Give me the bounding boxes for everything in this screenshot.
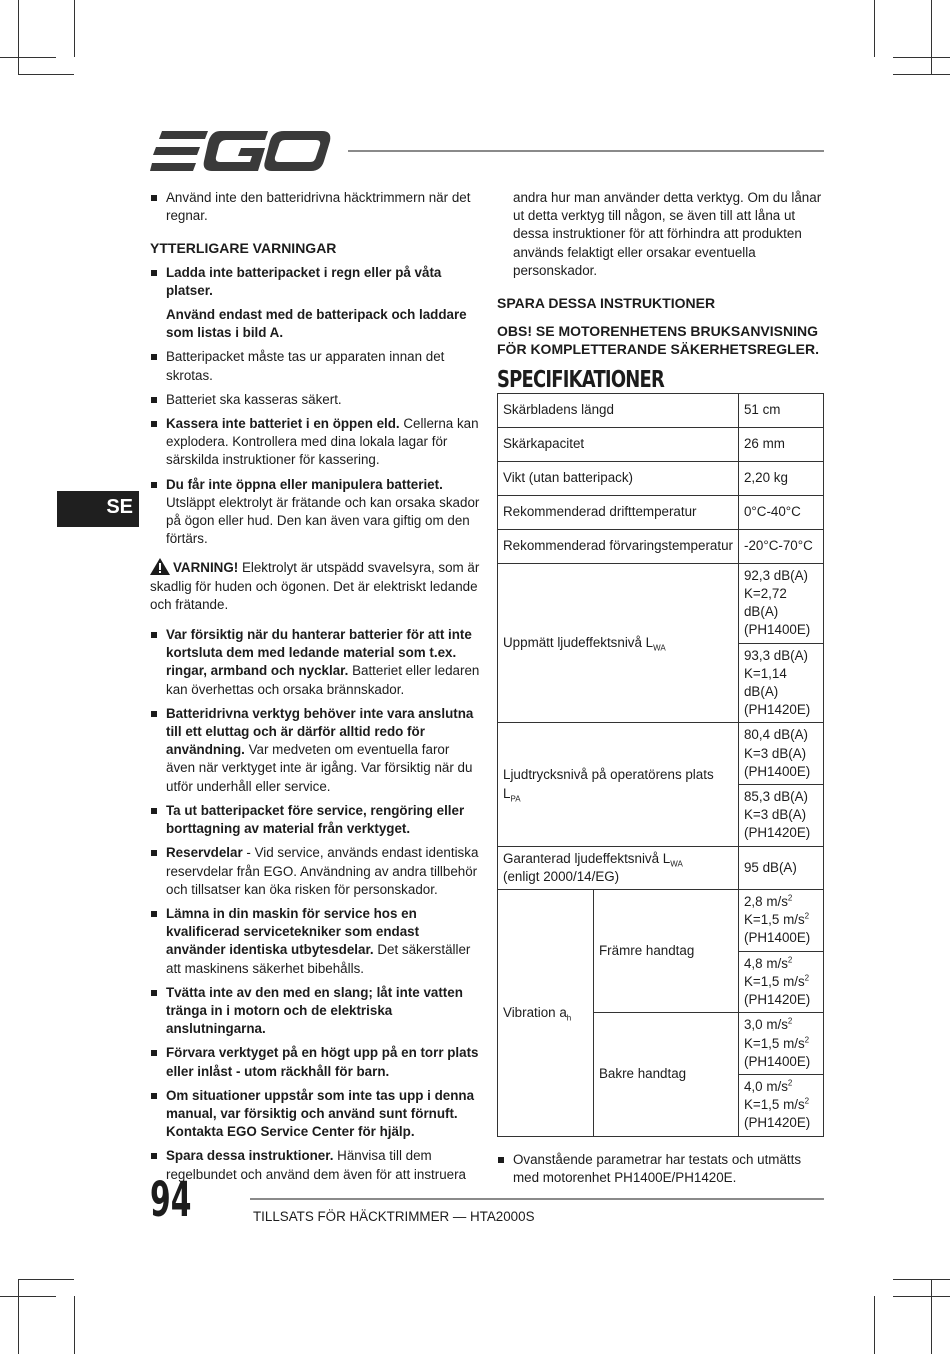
save-heading: SPARA DESSA INSTRUKTIONER (497, 295, 716, 312)
list-item: Förvara verktyget på en högt upp på en torr plats eller inlåst - utom räckhåll för barn. (150, 1044, 480, 1080)
right-column (497, 189, 824, 1193)
section-heading: YTTERLIGARE VARNINGAR (150, 240, 337, 257)
list-subitem: Använd endast med de batteripack och laddare som listas i bild A. (166, 307, 467, 341)
table-row: 4,0 $m/s^2$ K=1,5 $m/s^2$ (PH1420E) (498, 1074, 824, 1136)
footer-rule (250, 1198, 824, 1200)
header-rule (348, 150, 824, 152)
page-number: 94 (150, 1172, 192, 1228)
table-row: Rekommenderad drifttemperatur 0°C-40°C (498, 495, 824, 529)
crop-mark (18, 74, 74, 75)
list-item: Kassera inte batteriet i en öppen eld. Cellerna kan explodera. Kontrollera med dina lokala lagar för särskilda instruktioner för kassering. (150, 415, 480, 470)
warning-block: VARNING! Elektrolyt är utspädd svavelsyra, som är skadlig för huden och ögonen. Det är elektriskt ledande och frätande. (150, 560, 480, 612)
warning-triangle-icon (150, 558, 170, 575)
vibration-label: Vibration $a_h$ (498, 890, 594, 1136)
crop-mark (18, 1279, 74, 1280)
list-item: Du får inte öppna eller manipulera batteriet. Utsläppt elektrolyt är frätande och kan orsaka skador på ögon eller hud. Den kan även vara giftig om den förtärs. (150, 476, 480, 549)
spec-table (497, 393, 824, 1137)
sound-pressure-label: Ljudtrycksnivå på operatörens plats $L_{PA}$ (498, 723, 739, 846)
table-row: Ljudtrycksnivå på operatörens plats $L_{PA}$ 80,4 dB(A) K=3 dB(A) (PH1400E) (498, 723, 824, 785)
crop-mark (18, 1279, 19, 1354)
list-item: Ta ut batteripacket före service, rengöring eller borttagning av material från verktyget. (150, 802, 480, 838)
table-row: Vikt (utan batteripack) 2,20 kg (498, 461, 824, 495)
crop-mark (0, 1296, 56, 1297)
left-column (150, 189, 480, 1190)
list-item: Tvätta inte av den med en slang; låt inte vatten tränga in i motorn och de elektriska anslutningarna. (150, 984, 480, 1039)
list-item: Batteriet ska kasseras säkert. (150, 391, 480, 409)
guaranteed-power-label: Garanterad ljudeffektsnivå $L_{WA}$ (enligt 2000/14/EG) (498, 846, 739, 889)
table-row: Skärbladens längd 51 cm (498, 393, 824, 427)
table-row: Vibration $a_h$ Främre handtag 2,8 $m/s^2$ K=1,5 $m/s^2$ (PH1400E) (498, 890, 824, 952)
spec-title: SPECIFIKATIONER (497, 366, 665, 393)
rear-handle-label: Bakre handtag (594, 1013, 739, 1136)
list-item: Reservdelar - Vid service, används endast identiska reservdelar från EGO. Användning av andra tillbehör och tillsatser kan öka risken för personskador. (150, 844, 480, 899)
table-row: Garanterad ljudeffektsnivå $L_{WA}$ (enligt 2000/14/EG) 95 dB(A) (498, 846, 824, 889)
table-row: 93,3 dB(A) K=1,14 dB(A) (PH1420E) (498, 643, 824, 723)
list-item: Om situationer uppstår som inte tas upp i denna manual, var försiktig och använd sunt förnuft. Kontakta EGO Service Center för hjälp. (150, 1087, 480, 1142)
crop-mark (874, 0, 875, 57)
crop-mark (893, 1279, 950, 1280)
continued-text: andra hur man använder detta verktyg. Om du lånar ut detta verktyg till någon, se även till att låna ut dessa instruktioner för att förhindra att produkten används felaktigt eller orsakar eventuella personskador. (513, 190, 822, 278)
language-code: SE (106, 496, 133, 518)
footer-title: TILLSATS FÖR HÄCKTRIMMER — HTA2000S (253, 1209, 535, 1224)
crop-mark (0, 57, 56, 58)
crop-mark (18, 0, 19, 75)
crop-mark (893, 57, 950, 58)
ego-logo (150, 129, 332, 173)
warning-label: VARNING! (173, 560, 239, 576)
obs-heading: OBS! SE MOTORENHETENS BRUKSANVISNING FÖR KOMPLETTERANDE SÄKERHETSREGLER. (497, 323, 820, 358)
table-row: Bakre handtag 3,0 $m/s^2$ K=1,5 $m/s^2$ (PH1400E) (498, 1013, 824, 1075)
list-item: Lämna in din maskin för service hos en kvalificerad servicetekniker som endast använder identiska utbytesdelar. Det säkerställer att maskinens säkerhet bibehålls. (150, 905, 480, 978)
crop-mark (74, 1296, 75, 1354)
table-row: Uppmätt ljudeffektsnivå $L_{WA}$ 92,3 dB(A) K=2,72 dB(A) (PH1400E) (498, 563, 824, 643)
crop-mark (74, 0, 75, 57)
language-tab (57, 491, 139, 527)
crop-mark (893, 1296, 950, 1297)
list-item: Spara dessa instruktioner. Hänvisa till dem regelbundet och använd dem även för att instruera (150, 1147, 480, 1183)
table-row: Skärkapacitet 26 mm (498, 427, 824, 461)
table-row: Rekommenderad förvaringstemperatur -20°C-70°C (498, 529, 824, 563)
list-item: Var försiktig när du hanterar batterier för att inte kortsluta dem med ledande material som t.ex. ringar, armband och nycklar. Batteriet eller ledaren kan överhettas och orsaka brännskador. (150, 626, 480, 699)
front-handle-label: Främre handtag (594, 890, 739, 1013)
list-item: Använd inte den batteridrivna häcktrimmern när det regnar. (150, 189, 480, 225)
list-item: Ladda inte batteripacket i regn eller på våta platser. (150, 264, 480, 300)
crop-mark (874, 1296, 875, 1354)
measured-power-label: Uppmätt ljudeffektsnivå $L_{WA}$ (498, 563, 739, 723)
crop-mark (931, 1279, 932, 1354)
list-item: Ovanstående parametrar har testats och utmätts med motorenhet PH1400E/PH1420E. (497, 1151, 824, 1187)
table-row: 4,8 $m/s^2$ K=1,5 $m/s^2$ (PH1420E) (498, 951, 824, 1013)
crop-mark (931, 0, 932, 75)
table-row: 85,3 dB(A) K=3 dB(A) (PH1420E) (498, 785, 824, 847)
list-item: Batteridrivna verktyg behöver inte vara anslutna till ett eluttag och är därför alltid redo för användning. Var medveten om eventuella faror även när verktyget inte är igång. Var försiktig när du utför underhåll eller service. (150, 705, 480, 796)
list-item: Batteripacket måste tas ur apparaten innan det skrotas. (150, 348, 480, 384)
crop-mark (893, 74, 950, 75)
